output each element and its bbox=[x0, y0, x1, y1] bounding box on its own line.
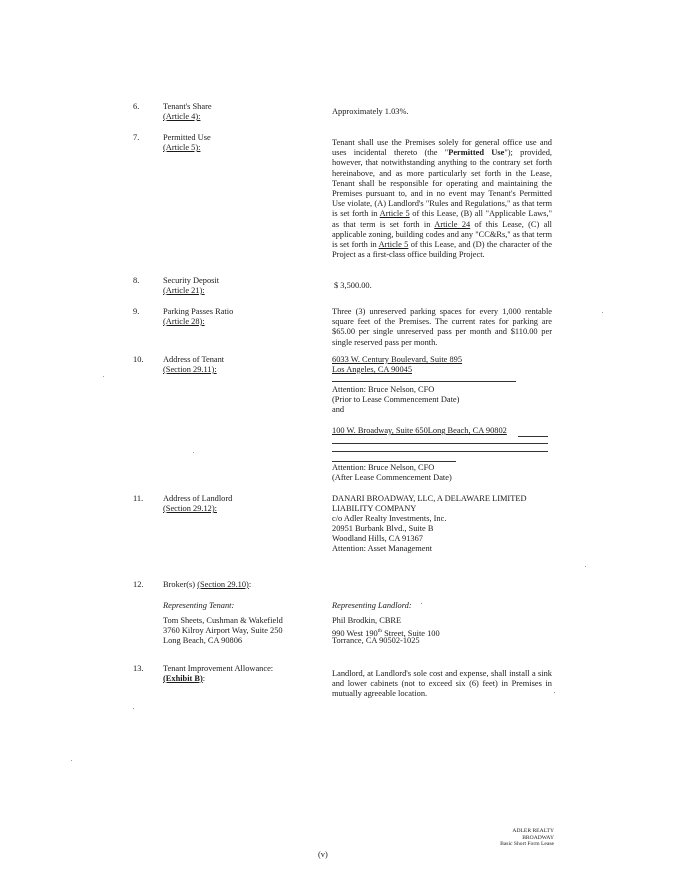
item-label: Broker(s) (Section 29.10): bbox=[163, 580, 252, 589]
item-reference: (Article 28): bbox=[163, 317, 205, 326]
attention-line: Attention: Bruce Nelson, CFO bbox=[332, 385, 435, 394]
scan-speck bbox=[71, 760, 72, 761]
item-value: Three (3) unreserved parking spaces for every 1,000 rentable square feet of the Premises. The current rates for parking are $65.00 per single unreserved pass per month and $110.00 per single reserved pass per month. bbox=[332, 307, 552, 347]
item-reference: (Article 21): bbox=[163, 286, 205, 295]
item-number: 11. bbox=[133, 494, 144, 503]
tenant-broker-line: 3760 Kilroy Airport Way, Suite 250 bbox=[163, 626, 283, 635]
landlord-address-line: DANARI BROADWAY, LLC, A DELAWARE LIMITED bbox=[332, 494, 527, 503]
item-value: Landlord, at Landlord's sole cost and expense, shall install a sink and lower cabinets (not to exceed six (6) feet) in Premises in mutually agreeable location. bbox=[332, 669, 552, 699]
permitted-use-text: Tenant shall use the Premises solely for general office use and uses incidental thereto (the "Permitted Use"); provided, however, that notwithstanding anything to the contrary set forth hereinabove, and as more particularly set forth in the Lease, Tenant shall be responsible for operating and maintaining the Premises pursuant to, and in no event may Tenant's Permitted Use violate, (A) Landlord's "Rules and Regulations," as that term is set forth in Article 5 of this Lease, (B) all "Applicable Laws," as that term is set forth in Article 24 of this Lease, (C) all applicable zoning, building codes and any "CC&Rs," as that term is set forth in Article 5 of this Lease, and (D) the character of the Project as a first-class office building Project. bbox=[332, 138, 552, 260]
item-number: 13. bbox=[133, 664, 144, 673]
scan-speck bbox=[585, 566, 586, 567]
footer-line: Basic Short Form Lease bbox=[500, 841, 554, 848]
attention-note: (After Lease Commencement Date) bbox=[332, 473, 452, 482]
tenant-broker-line: Long Beach, CA 90806 bbox=[163, 636, 243, 645]
item-label: Address of Tenant bbox=[163, 355, 225, 364]
landlord-broker-line: Phil Brodkin, CBRE bbox=[332, 616, 402, 625]
rule bbox=[518, 436, 548, 437]
landlord-address-line: LIABILITY COMPANY bbox=[332, 504, 417, 513]
landlord-broker-heading: Representing Landlord: bbox=[332, 601, 412, 610]
landlord-address-line: Woodland Hills, CA 91367 bbox=[332, 534, 423, 543]
tenant-broker-line: Tom Sheets, Cushman & Wakefield bbox=[163, 616, 283, 625]
item-label: Permitted Use bbox=[163, 133, 211, 142]
scan-speck bbox=[554, 692, 555, 693]
item-reference: (Section 29.11): bbox=[163, 365, 217, 374]
item-number: 10. bbox=[133, 355, 144, 364]
item-number: 7. bbox=[133, 133, 140, 142]
landlord-address-line: Attention: Asset Management bbox=[332, 544, 433, 553]
rule bbox=[332, 443, 548, 444]
item-number: 12. bbox=[133, 580, 144, 589]
signature-rule bbox=[332, 381, 516, 382]
item-value: $ 3,500.00. bbox=[334, 281, 372, 290]
landlord-broker-line: 990 West 190th Street, Suite 100 bbox=[332, 628, 440, 638]
attention-note: (Prior to Lease Commencement Date) bbox=[332, 395, 460, 404]
tenant-address-line: 100 W. Broadway, Suite 650Long Beach, CA 90802 bbox=[332, 426, 507, 435]
item-value: Approximately 1.03%. bbox=[332, 107, 409, 116]
item-label: Address of Landlord bbox=[163, 494, 233, 503]
item-label: Security Deposit bbox=[163, 276, 220, 285]
tenant-broker-heading: Representing Tenant: bbox=[163, 601, 235, 610]
footer-label bbox=[500, 828, 554, 848]
tenant-address-line: 6033 W. Century Boulevard, Suite 895 bbox=[332, 355, 463, 364]
rule bbox=[332, 461, 456, 462]
footer-line: ADLER REALTY bbox=[512, 828, 554, 834]
page-number: (v) bbox=[318, 850, 328, 859]
scan-speck bbox=[193, 452, 194, 453]
item-reference: (Article 5): bbox=[163, 143, 201, 152]
attention-line: Attention: Bruce Nelson, CFO bbox=[332, 463, 435, 472]
item-reference: (Article 4): bbox=[163, 112, 201, 121]
item-label: Tenant Improvement Allowance: bbox=[163, 664, 274, 673]
landlord-broker-line: Torrance, CA 90502-1025 bbox=[332, 636, 420, 645]
scan-speck bbox=[602, 312, 603, 313]
scan-speck bbox=[133, 708, 134, 709]
item-label: Parking Passes Ratio bbox=[163, 307, 234, 316]
landlord-address-line: c/o Adler Realty Investments, Inc. bbox=[332, 514, 447, 523]
item-reference: (Section 29.12): bbox=[163, 504, 217, 513]
rule bbox=[332, 451, 548, 452]
landlord-address-line: 20951 Burbank Blvd., Suite B bbox=[332, 524, 434, 533]
item-number: 8. bbox=[133, 276, 140, 285]
item-label: Tenant's Share bbox=[163, 102, 212, 111]
item-number: 9. bbox=[133, 307, 140, 316]
footer-line: BROADWAY bbox=[522, 834, 554, 841]
scan-speck bbox=[103, 376, 104, 377]
item-number: 6. bbox=[133, 102, 140, 111]
conjunction: and bbox=[332, 405, 345, 414]
scan-speck bbox=[421, 603, 422, 604]
item-reference: (Exhibit B): bbox=[163, 674, 206, 683]
tenant-address-line: Los Angeles, CA 90045 bbox=[332, 365, 413, 374]
